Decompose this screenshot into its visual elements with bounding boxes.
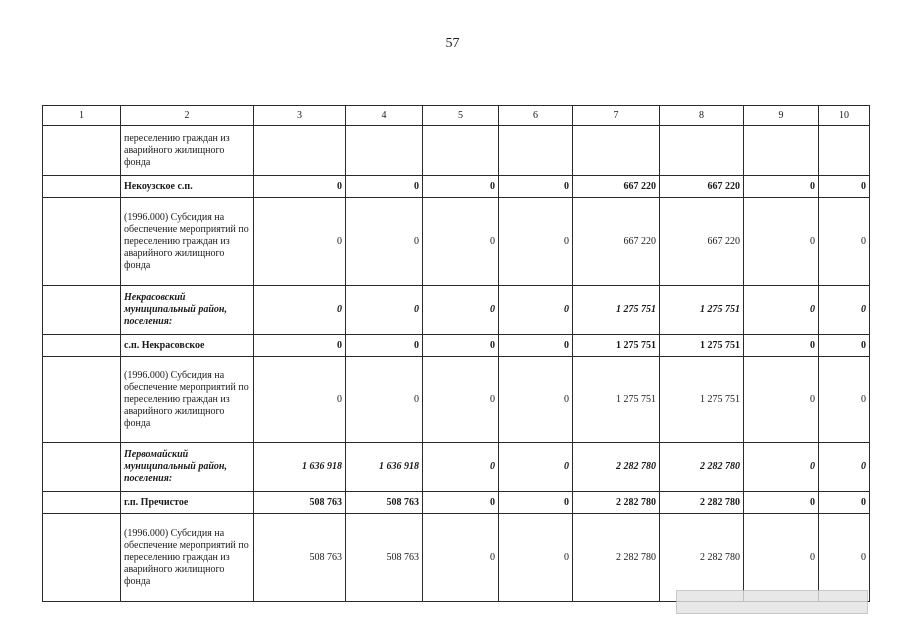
value-cell <box>744 126 819 176</box>
header-cell: 6 <box>499 106 573 126</box>
page-number: 57 <box>445 36 460 51</box>
value-cell: 0 <box>499 176 573 198</box>
value-cell: 0 <box>744 335 819 357</box>
name-cell: Некоузское с.п. <box>121 176 254 198</box>
code-cell <box>43 126 121 176</box>
value-cell: 1 275 751 <box>573 357 660 443</box>
value-cell: 0 <box>819 357 870 443</box>
value-cell <box>573 126 660 176</box>
table-row <box>43 198 870 286</box>
table-row <box>43 492 870 514</box>
value-cell: 0 <box>423 443 499 492</box>
header-cell: 2 <box>121 106 254 126</box>
name-cell: г.п. Пречистое <box>121 492 254 514</box>
value-cell: 1 275 751 <box>660 357 744 443</box>
value-cell: 2 282 780 <box>660 514 744 602</box>
table-row <box>43 176 870 198</box>
value-cell: 0 <box>499 335 573 357</box>
header-cell: 10 <box>819 106 870 126</box>
header-cell: 7 <box>573 106 660 126</box>
table-row <box>43 286 870 335</box>
value-cell: 508 763 <box>346 514 423 602</box>
value-cell: 0 <box>819 198 870 286</box>
value-cell <box>423 126 499 176</box>
value-cell: 0 <box>744 514 819 602</box>
scan-stamp-mark <box>676 590 868 614</box>
value-cell: 0 <box>423 335 499 357</box>
value-cell: 0 <box>744 492 819 514</box>
header-cell: 5 <box>423 106 499 126</box>
value-cell <box>346 126 423 176</box>
budget-table <box>42 105 870 602</box>
value-cell: 0 <box>346 286 423 335</box>
value-cell: 0 <box>346 198 423 286</box>
value-cell: 0 <box>499 514 573 602</box>
table-row <box>43 357 870 443</box>
value-cell: 667 220 <box>660 176 744 198</box>
value-cell: 0 <box>499 286 573 335</box>
header-cell: 3 <box>254 106 346 126</box>
value-cell: 0 <box>744 286 819 335</box>
value-cell: 0 <box>819 492 870 514</box>
code-cell <box>43 492 121 514</box>
value-cell: 0 <box>423 176 499 198</box>
name-cell: Первомайский муниципальный район, поселения: <box>121 443 254 492</box>
value-cell: 2 282 780 <box>660 443 744 492</box>
value-cell: 508 763 <box>254 514 346 602</box>
value-cell: 0 <box>819 286 870 335</box>
value-cell: 1 636 918 <box>346 443 423 492</box>
value-cell: 0 <box>499 443 573 492</box>
value-cell: 2 282 780 <box>573 514 660 602</box>
value-cell: 0 <box>423 286 499 335</box>
table-row <box>43 335 870 357</box>
header-cell: 8 <box>660 106 744 126</box>
value-cell: 1 275 751 <box>573 286 660 335</box>
value-cell: 1 275 751 <box>660 286 744 335</box>
value-cell <box>254 126 346 176</box>
value-cell: 0 <box>346 335 423 357</box>
value-cell: 0 <box>744 357 819 443</box>
name-cell: (1996.000) Субсидия на обеспечение мероприятий по переселению граждан из аварийного жилищного фонда <box>121 198 254 286</box>
value-cell: 667 220 <box>660 198 744 286</box>
value-cell: 2 282 780 <box>573 443 660 492</box>
value-cell: 0 <box>819 514 870 602</box>
value-cell <box>499 126 573 176</box>
table-header-row <box>43 106 870 126</box>
code-cell <box>43 176 121 198</box>
value-cell: 0 <box>819 176 870 198</box>
value-cell: 0 <box>819 335 870 357</box>
value-cell <box>819 126 870 176</box>
value-cell: 0 <box>346 357 423 443</box>
code-cell <box>43 198 121 286</box>
code-cell <box>43 514 121 602</box>
value-cell: 0 <box>254 286 346 335</box>
value-cell: 0 <box>499 357 573 443</box>
header-cell: 4 <box>346 106 423 126</box>
name-cell: с.п. Некрасовское <box>121 335 254 357</box>
value-cell: 0 <box>423 357 499 443</box>
value-cell: 0 <box>423 514 499 602</box>
value-cell: 0 <box>254 335 346 357</box>
value-cell: 2 282 780 <box>573 492 660 514</box>
value-cell: 2 282 780 <box>660 492 744 514</box>
value-cell: 0 <box>254 198 346 286</box>
code-cell <box>43 443 121 492</box>
value-cell: 0 <box>346 176 423 198</box>
value-cell: 0 <box>744 176 819 198</box>
table-row <box>43 443 870 492</box>
header-cell: 1 <box>43 106 121 126</box>
value-cell: 0 <box>254 357 346 443</box>
value-cell: 0 <box>744 443 819 492</box>
value-cell: 508 763 <box>254 492 346 514</box>
code-cell <box>43 357 121 443</box>
table-row <box>43 514 870 602</box>
value-cell: 1 275 751 <box>573 335 660 357</box>
code-cell <box>43 286 121 335</box>
value-cell: 0 <box>423 198 499 286</box>
value-cell: 0 <box>423 492 499 514</box>
value-cell: 0 <box>254 176 346 198</box>
value-cell: 0 <box>819 443 870 492</box>
value-cell: 1 275 751 <box>660 335 744 357</box>
value-cell: 0 <box>499 492 573 514</box>
value-cell: 667 220 <box>573 176 660 198</box>
name-cell: Некрасовский муниципальный район, поселения: <box>121 286 254 335</box>
name-cell: (1996.000) Субсидия на обеспечение мероприятий по переселению граждан из аварийного жилищного фонда <box>121 514 254 602</box>
value-cell: 0 <box>499 198 573 286</box>
name-cell: переселению граждан из аварийного жилищного фонда <box>121 126 254 176</box>
value-cell: 667 220 <box>573 198 660 286</box>
value-cell: 1 636 918 <box>254 443 346 492</box>
header-cell: 9 <box>744 106 819 126</box>
value-cell: 0 <box>744 198 819 286</box>
value-cell: 508 763 <box>346 492 423 514</box>
name-cell: (1996.000) Субсидия на обеспечение мероприятий по переселению граждан из аварийного жилищного фонда <box>121 357 254 443</box>
table-row <box>43 126 870 176</box>
code-cell <box>43 335 121 357</box>
value-cell <box>660 126 744 176</box>
